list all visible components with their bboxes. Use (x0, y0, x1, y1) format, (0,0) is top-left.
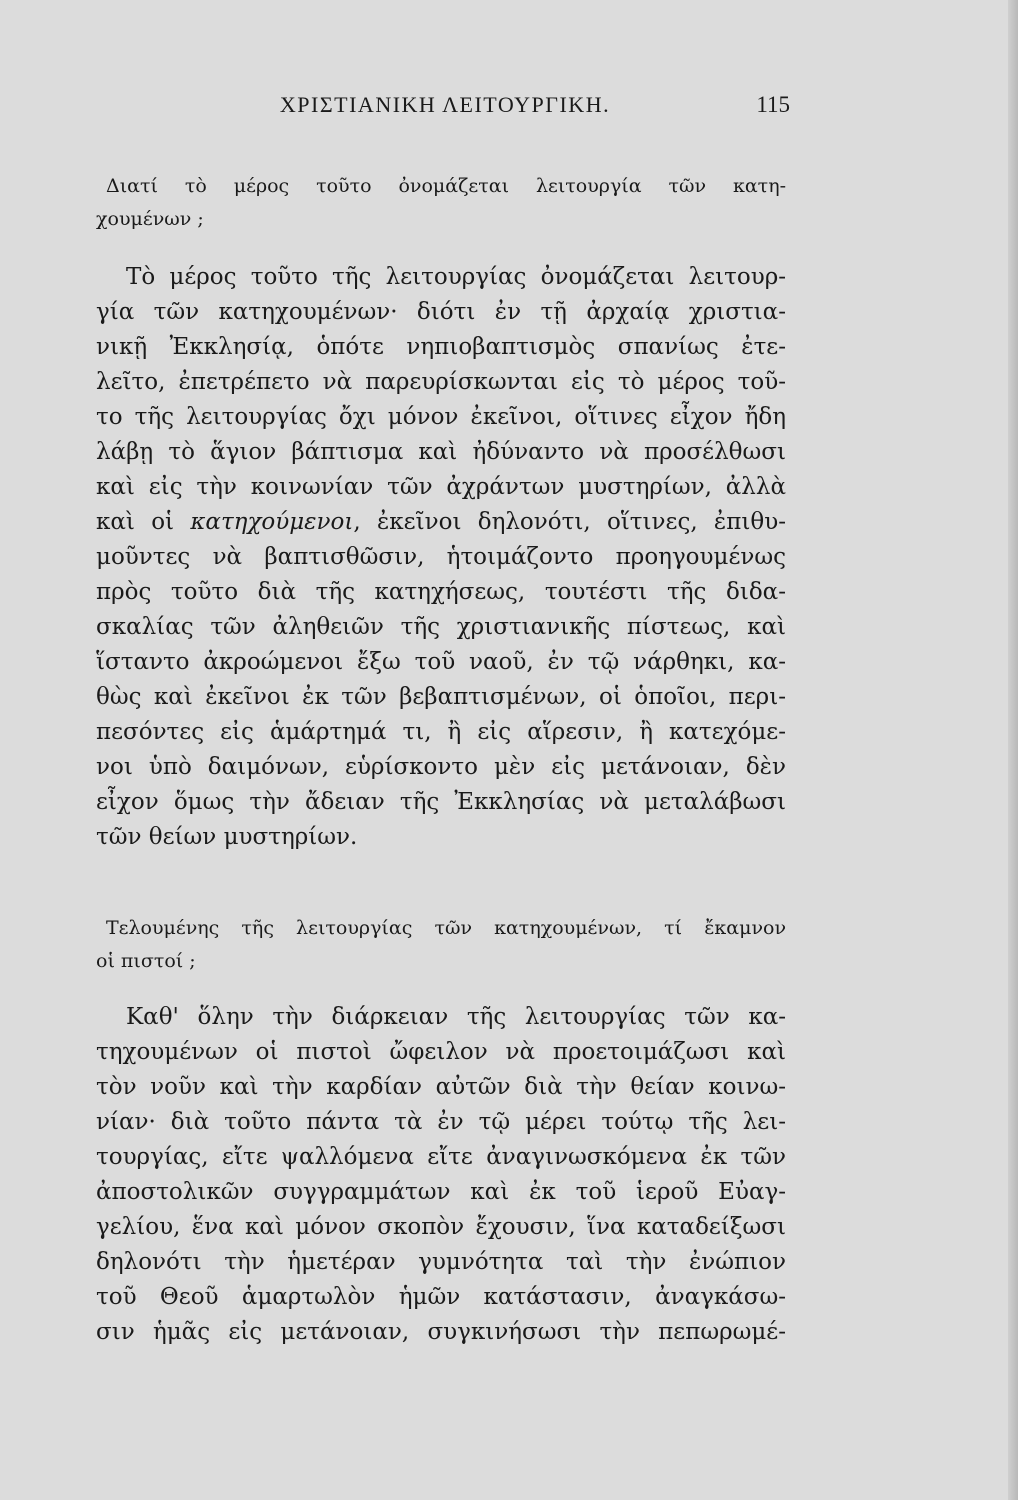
question-1-line: Διατί τὸ μέρος τοῦτο ὀνομάζεται λειτουργία τῶν κατη- (106, 175, 786, 197)
answer-1-line: ἵσταντο ἀκροώμενοι ἔξω τοῦ ναοῦ, ἐν τῷ νάρθηκι, κα- (96, 649, 786, 675)
question-1-line: χουμένων ; (96, 208, 204, 230)
answer-1-line: λεῖτο, ἐπετρέπετο νὰ παρευρίσκωνται εἰς τὸ μέρος τοῦ- (96, 369, 786, 395)
answer-1-line: νικῇ Ἐκκλησίᾳ, ὁπότε νηπιοβαπτισμὸς σπανίως ἐτε- (96, 334, 786, 360)
question-2 (96, 912, 786, 978)
answer-1-line: θὼς καὶ ἐκεῖνοι ἐκ τῶν βεβαπτισμένων, οἱ ὁποῖοι, περι- (96, 684, 786, 710)
emphasized-term: κατηχούμενοι (190, 509, 354, 535)
question-2-line: Τελουμένης τῆς λειτουργίας τῶν κατηχουμένων, τί ἔκαμνον (106, 917, 786, 939)
answer-2-line: τοῦ Θεοῦ ἁμαρτωλὸν ἡμῶν κατάστασιν, ἀναγκάσω- (96, 1284, 786, 1310)
question-2-line: οἱ πιστοί ; (96, 950, 196, 972)
answer-1-line: το τῆς λειτουργίας ὄχι μόνον ἐκεῖνοι, οἵτινες εἶχον ἤδη (96, 404, 786, 430)
answer-1-line: πεσόντες εἰς ἁμάρτημά τι, ἢ εἰς αἵρεσιν, ἢ κατεχόμε- (96, 719, 786, 745)
page-number: 115 (756, 92, 790, 117)
running-header (100, 92, 790, 132)
answer-2-line: τουργίας, εἴτε ψαλλόμενα εἴτε ἀναγινωσκόμενα ἐκ τῶν (96, 1144, 786, 1170)
answer-2-line: τὸν νοῦν καὶ τὴν καρδίαν αὐτῶν διὰ τὴν θείαν κοινω- (96, 1074, 786, 1100)
answer-2 (96, 1000, 786, 1350)
scan-edge (1008, 0, 1018, 1500)
answer-2-line: σιν ἡμᾶς εἰς μετάνοιαν, συγκινήσωσι τὴν πεπωρωμέ- (96, 1319, 786, 1345)
answer-1-line: εἶχον ὅμως τὴν ἄδειαν τῆς Ἐκκλησίας νὰ μεταλάβωσι (96, 789, 786, 815)
answer-2-line: τηχουμένων οἱ πιστοὶ ὤφειλον νὰ προετοιμάζωσι καὶ (96, 1039, 786, 1065)
answer-2-line: ἀποστολικῶν συγγραμμάτων καὶ ἐκ τοῦ ἱεροῦ Εὐαγ- (96, 1179, 786, 1205)
answer-1-line: νοι ὑπὸ δαιμόνων, εὑρίσκοντο μὲν εἰς μετάνοιαν, δὲν (96, 754, 786, 780)
question-1 (96, 170, 786, 236)
answer-2-line: δηλονότι τὴν ἡμετέραν γυμνότητα ταὶ τὴν ἐνώπιον (96, 1249, 786, 1275)
answer-1-line: καὶ εἰς τὴν κοινωνίαν τῶν ἀχράντων μυστηρίων, ἀλλὰ (96, 474, 786, 500)
answer-1-line: μοῦντες νὰ βαπτισθῶσιν, ἡτοιμάζοντο προηγουμένως (96, 544, 786, 570)
answer-1-line: σκαλίας τῶν ἀληθειῶν τῆς χριστιανικῆς πίστεως, καὶ (96, 614, 786, 640)
answer-1 (96, 260, 786, 855)
running-title: ΧΡΙΣΤΙΑΝΙΚΗ ΛΕΙΤΟΥΡΓΙΚΗ. (279, 92, 611, 117)
answer-2-line: νίαν· διὰ τοῦτο πάντα τὰ ἐν τῷ μέρει τούτῳ τῆς λει- (96, 1109, 786, 1135)
answer-1-line: λάβῃ τὸ ἅγιον βάπτισμα καὶ ἠδύναντο νὰ προσέλθωσι (96, 439, 786, 465)
answer-2-line: γελίου, ἕνα καὶ μόνον σκοπὸν ἔχουσιν, ἵνα καταδείξωσι (96, 1214, 786, 1240)
answer-1-line: Τὸ μέρος τοῦτο τῆς λειτουργίας ὀνομάζεται λειτουρ- (126, 264, 786, 290)
answer-1-line: καὶ οἱ κατηχούμενοι, ἐκεῖνοι δηλονότι, οἵτινες, ἐπιθυ- (96, 509, 786, 535)
answer-2-line: Καθ' ὅλην τὴν διάρκειαν τῆς λειτουργίας τῶν κα- (126, 1004, 786, 1030)
answer-1-line: γία τῶν κατηχουμένων· διότι ἐν τῇ ἀρχαίᾳ χριστια- (96, 299, 786, 325)
answer-1-line: πρὸς τοῦτο διὰ τῆς κατηχήσεως, τουτέστι τῆς διδα- (96, 579, 786, 605)
answer-1-line: τῶν θείων μυστηρίων. (96, 824, 358, 850)
